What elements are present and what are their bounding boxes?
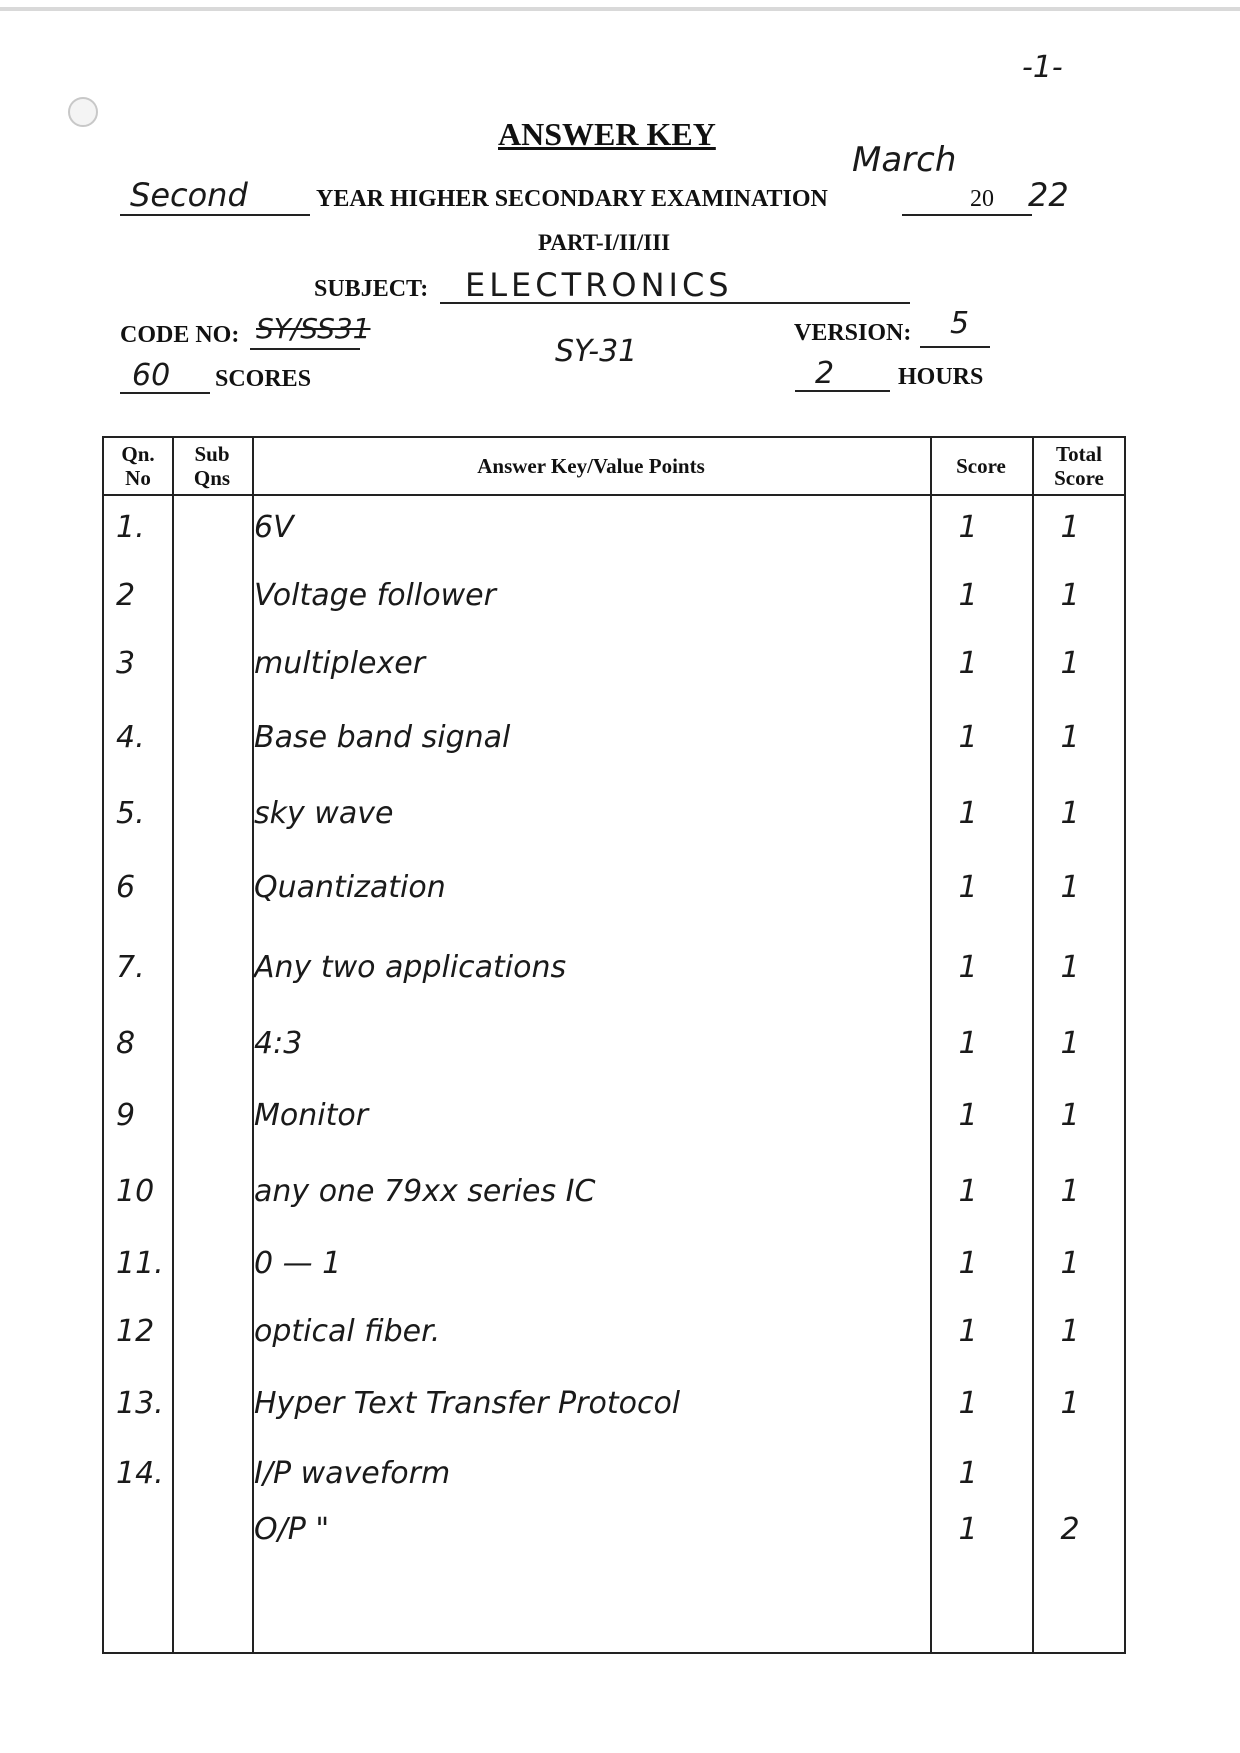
table-row-qno: 11.: [116, 1246, 164, 1281]
table-row-score: 1: [958, 1174, 978, 1209]
code-label: CODE NO:: [120, 322, 240, 348]
table-row-answer: O/P ": [254, 1512, 330, 1547]
answer-key-table: [102, 436, 1126, 1654]
subject-label: SUBJECT:: [314, 276, 429, 302]
hours-value: 2: [815, 356, 835, 391]
table-row-answer: sky wave: [254, 796, 394, 831]
header-total: Total Score: [1054, 442, 1104, 490]
table-row-answer: Monitor: [254, 1098, 369, 1133]
table-row-total: 1: [1060, 1246, 1080, 1281]
document-title: ANSWER KEY: [498, 116, 716, 152]
table-row-score: 1: [958, 1386, 978, 1421]
page-number: -1-: [1022, 50, 1063, 85]
table-row-qno: 8: [116, 1026, 136, 1061]
table-row-total: 1: [1060, 870, 1080, 905]
exam-year-line: [120, 176, 1120, 216]
table-row-total: 1: [1060, 720, 1080, 755]
table-row-qno: 7.: [116, 950, 145, 985]
table-row-score: 1: [958, 1246, 978, 1281]
year-suffix: 22: [1028, 176, 1069, 214]
header-score: Score: [956, 454, 1006, 478]
scores-label: SCORES: [215, 366, 312, 392]
year-underline: [120, 214, 310, 216]
table-row-answer: Quantization: [254, 870, 446, 905]
scores-underline: [120, 392, 210, 394]
punch-hole: [68, 97, 98, 127]
year-label: YEAR HIGHER SECONDARY EXAMINATION: [316, 186, 828, 212]
table-row-score: 1: [958, 510, 978, 545]
table-row-answer: Voltage follower: [254, 578, 496, 613]
year-prefix: 20: [970, 186, 994, 212]
table-row-answer: Any two applications: [254, 950, 567, 985]
table-row-qno: 13.: [116, 1386, 164, 1421]
table-row-qno: 1.: [116, 510, 145, 545]
table-row-qno: 6: [116, 870, 136, 905]
scan-edge: [0, 7, 1240, 11]
table-row-qno: 5.: [116, 796, 145, 831]
code-underline: [250, 348, 360, 350]
table-row-total: 2: [1060, 1512, 1080, 1547]
version-label: VERSION:: [794, 320, 912, 346]
table-row-answer: 6V: [254, 510, 294, 545]
table-row-score: 1: [958, 1026, 978, 1061]
table-row-answer: 4:3: [254, 1026, 303, 1061]
header-divider: [104, 494, 1124, 496]
table-row-total: 1: [1060, 510, 1080, 545]
subject-underline: [440, 302, 910, 304]
table-row-score: 1: [958, 1456, 978, 1491]
table-row-qno: 12: [116, 1314, 155, 1349]
table-row-qno: 4.: [116, 720, 145, 755]
table-row-answer: optical fiber.: [254, 1314, 441, 1349]
col-divider: [930, 438, 932, 1652]
hours-label: HOURS: [898, 364, 984, 390]
table-row-total: 1: [1060, 1098, 1080, 1133]
table-row-score: 1: [958, 870, 978, 905]
table-row-answer: Hyper Text Transfer Protocol: [254, 1386, 681, 1421]
table-row-score: 1: [958, 1314, 978, 1349]
version-value: 5: [950, 306, 970, 341]
col-divider: [172, 438, 174, 1652]
code-value: SY/SS31: [256, 312, 371, 345]
table-row-qno: 14.: [116, 1456, 164, 1491]
table-row-score: 1: [958, 578, 978, 613]
table-row-answer: multiplexer: [254, 646, 426, 681]
subject-value: ELECTRONICS: [465, 266, 733, 304]
table-row-answer: 0 — 1: [254, 1246, 342, 1281]
table-row-qno: 10: [116, 1174, 155, 1209]
table-row-answer: I/P waveform: [254, 1456, 451, 1491]
version-underline: [920, 346, 990, 348]
col-divider: [1032, 438, 1034, 1652]
header-answer: Answer Key/Value Points: [477, 454, 705, 478]
table-row-total: 1: [1060, 646, 1080, 681]
exam-month: March: [852, 140, 957, 180]
table-row-total: 1: [1060, 1026, 1080, 1061]
table-row-score: 1: [958, 796, 978, 831]
table-row-score: 1: [958, 720, 978, 755]
table-row-qno: 3: [116, 646, 136, 681]
scores-value: 60: [132, 358, 171, 393]
year-handwritten: Second: [130, 176, 248, 214]
hours-underline: [795, 390, 890, 392]
table-row-total: 1: [1060, 796, 1080, 831]
table-row-total: 1: [1060, 950, 1080, 985]
exam-year-underline: [902, 214, 1032, 216]
code-center: SY-31: [555, 334, 638, 369]
table-row-score: 1: [958, 1512, 978, 1547]
table-row-qno: 2: [116, 578, 136, 613]
table-row-answer: any one 79xx series IC: [254, 1174, 596, 1209]
table-row-total: 1: [1060, 1386, 1080, 1421]
table-row-score: 1: [958, 1098, 978, 1133]
table-row-total: 1: [1060, 1174, 1080, 1209]
table-row-total: 1: [1060, 578, 1080, 613]
table-row-score: 1: [958, 646, 978, 681]
table-row-score: 1: [958, 950, 978, 985]
header-sub: Sub Qns: [193, 442, 231, 490]
part-label: PART-I/II/III: [538, 230, 671, 255]
header-qno: Qn. No: [121, 442, 155, 490]
table-row-total: 1: [1060, 1314, 1080, 1349]
table-row-qno: 9: [116, 1098, 136, 1133]
table-row-answer: Base band signal: [254, 720, 511, 755]
